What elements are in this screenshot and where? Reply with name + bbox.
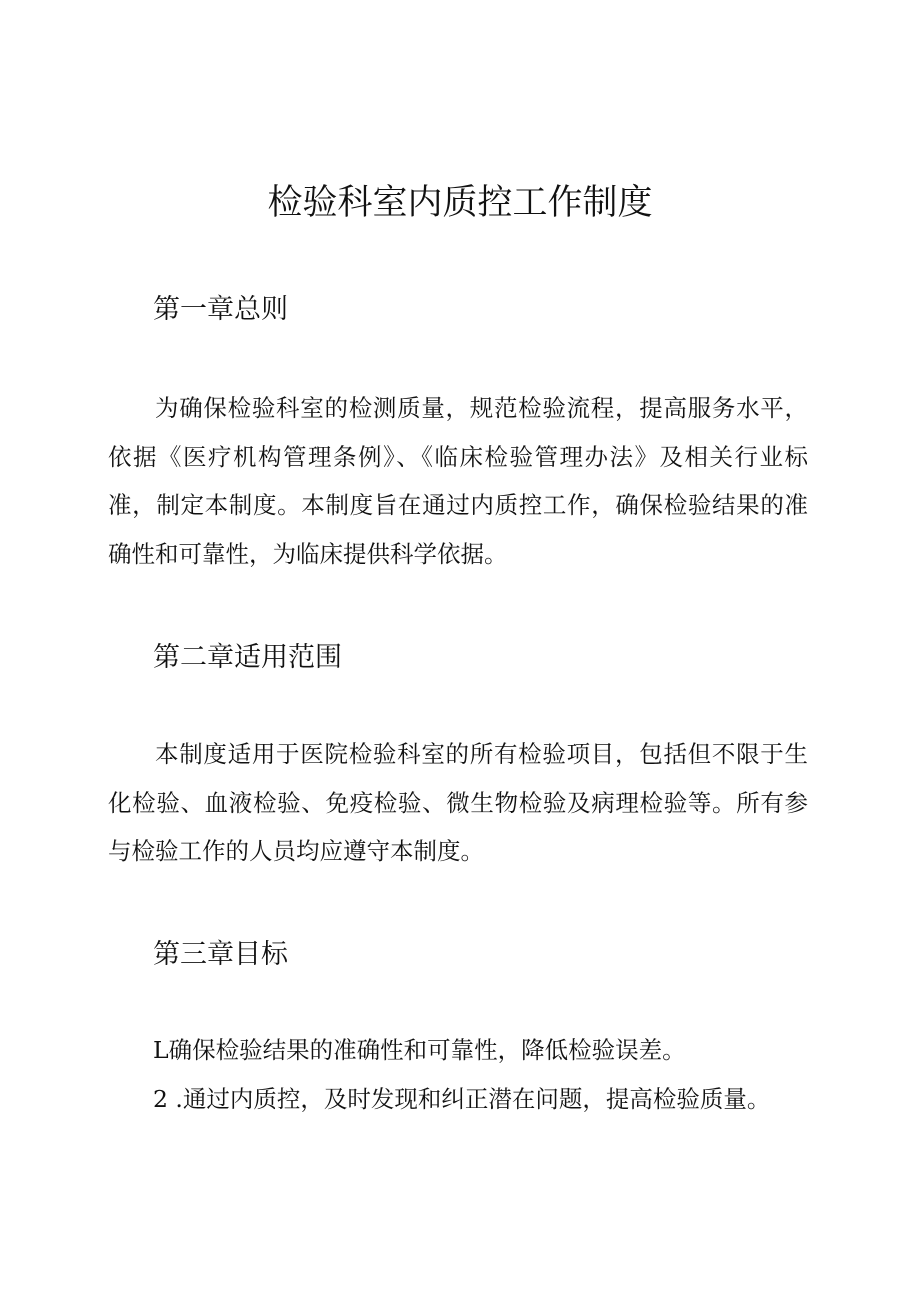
chapter-1-paragraph: 为确保检验科室的检测质量，规范检验流程，提高服务水平，依据《医疗机构管理条例》、《临床检验管理办法》及相关行业标准，制定本制度。本制度旨在通过内质控工作，确保检验结果的准确性和可靠性，为临床提供科学依据。 bbox=[108, 394, 808, 568]
list-item: L确保检验结果的准确性和可靠性，降低检验误差。 bbox=[153, 1036, 686, 1064]
chapter-heading-2: 第二章适用范围 bbox=[153, 642, 342, 673]
chapter-2-paragraph: 本制度适用于医院检验科室的所有检验项目，包括但不限于生化检验、血液检验、免疫检验、微生物检验及病理检验等。所有参与检验工作的人员均应遵守本制度。 bbox=[108, 740, 808, 865]
chapter-heading-1: 第一章总则 bbox=[153, 294, 288, 325]
chapter-heading-3: 第三章目标 bbox=[153, 939, 288, 970]
document-title: 检验科室内质控工作制度 bbox=[267, 183, 653, 223]
list-item: 2 .通过内质控，及时发现和纠正潜在问题，提高检验质量。 bbox=[153, 1085, 771, 1113]
